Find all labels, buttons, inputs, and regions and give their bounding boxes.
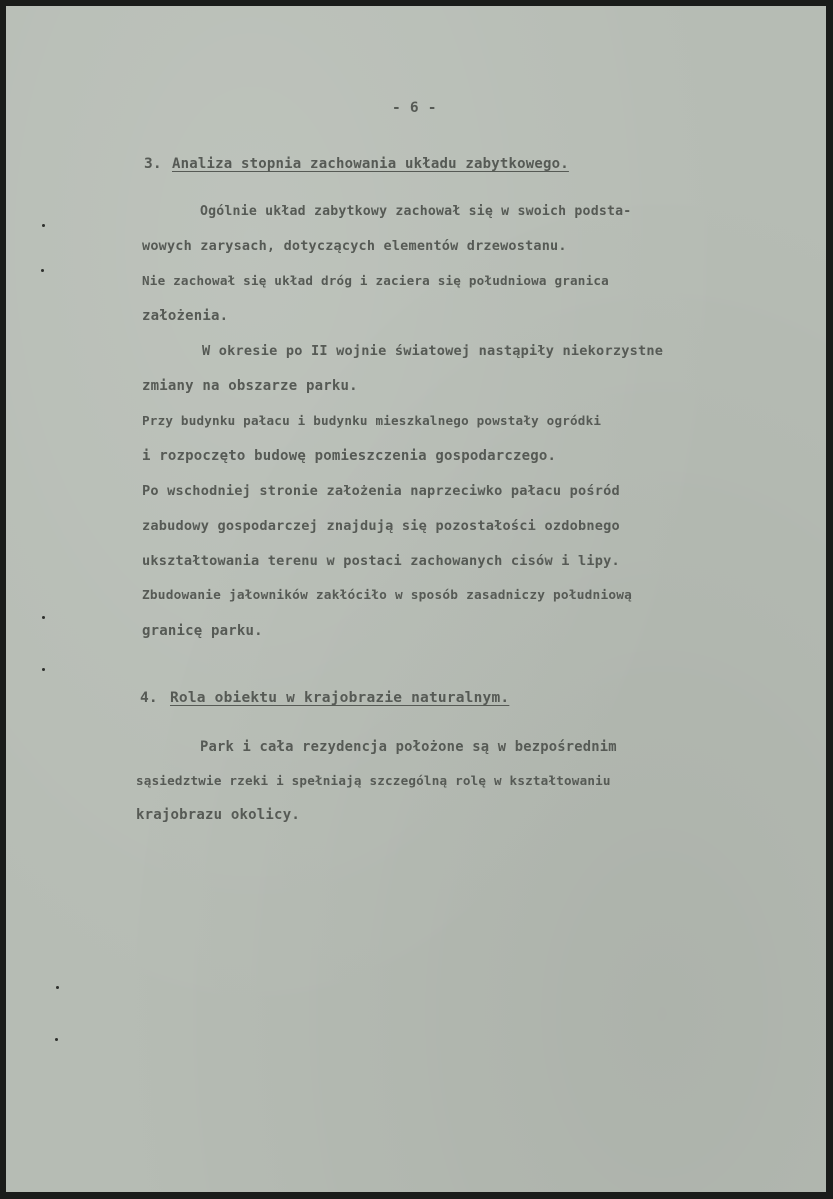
page-number: - 6 - — [392, 100, 437, 116]
section-3-line: W okresie po II wojnie światowej nastąpiły niekorzystne — [202, 343, 664, 359]
margin-mark — [42, 668, 45, 671]
section-3-title: Analiza stopnia zachowania układu zabytkowego. — [172, 156, 569, 172]
section-3-line: Zbudowanie jałowników zakłóciło w sposób zasadniczy południową — [142, 588, 633, 603]
section-3-line: Po wschodniej stronie założenia naprzeciwko pałacu pośród — [142, 483, 620, 499]
margin-mark — [42, 616, 45, 619]
section-3-line: założenia. — [142, 308, 229, 324]
section-3-line: wowych zarysach, dotyczących elementów drzewostanu. — [142, 238, 567, 254]
section-3-line: granicę parku. — [142, 623, 263, 639]
section-3-line: zmiany na obszarze parku. — [142, 378, 358, 394]
section-3-line: Nie zachował się układ dróg i zaciera się południowa granica — [142, 273, 609, 288]
section-3-line: ukształtowania terenu w postaci zachowanych cisów i lipy. — [142, 553, 620, 569]
document-page — [6, 6, 826, 1192]
margin-mark — [41, 269, 44, 272]
section-3-line: i rozpoczęto budowę pomieszczenia gospodarczego. — [142, 448, 557, 464]
section-3-number: 3. — [144, 156, 162, 172]
margin-mark — [42, 224, 45, 227]
section-4-line: sąsiedztwie rzeki i spełniają szczególną rolę w kształtowaniu — [136, 773, 611, 788]
section-3-line: zabudowy gospodarczej znajdują się pozostałości ozdobnego — [142, 518, 620, 534]
section-4-title: Rola obiektu w krajobrazie naturalnym. — [170, 690, 510, 706]
section-3-line: Ogólnie układ zabytkowy zachował się w swoich podsta- — [200, 204, 632, 219]
margin-mark — [55, 1038, 58, 1041]
section-3-line: Przy budynku pałacu i budynku mieszkalnego powstały ogródki — [142, 413, 602, 428]
margin-mark — [56, 986, 59, 989]
section-4-number: 4. — [140, 690, 158, 706]
section-4-line: krajobrazu okolicy. — [136, 807, 300, 823]
section-4-line: Park i cała rezydencja położone są w bezpośrednim — [200, 739, 617, 755]
